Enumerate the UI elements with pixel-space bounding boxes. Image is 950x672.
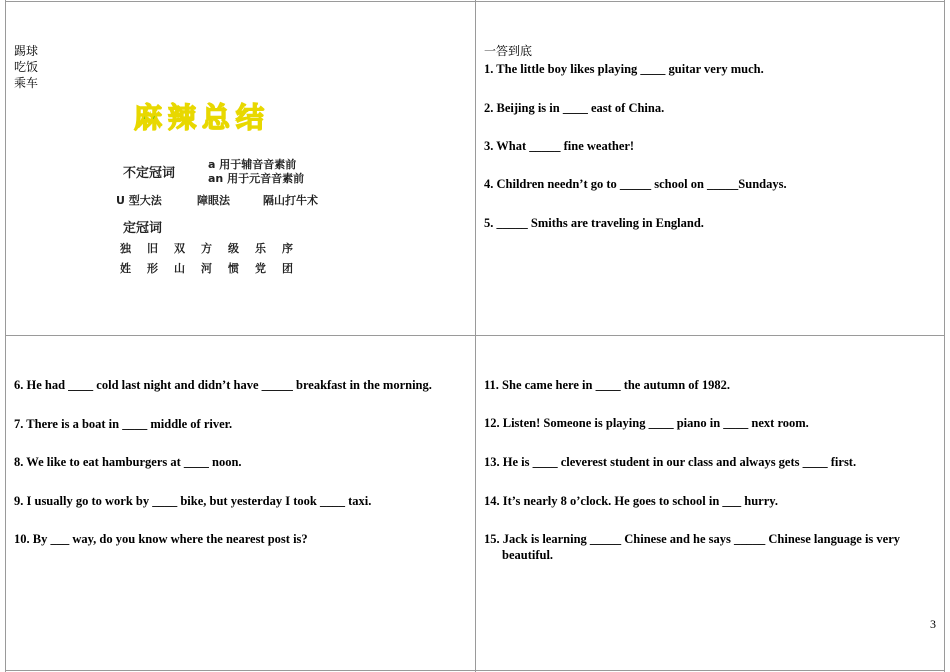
question-13: 13. He is ____ cleverest student in our class and always gets ____ first. bbox=[484, 455, 857, 469]
center-divider bbox=[475, 0, 476, 672]
row2-char: 形 bbox=[147, 262, 158, 275]
label-ti-qiu: 踢球 bbox=[14, 44, 39, 58]
method-u-shape: U 型大法 bbox=[116, 194, 162, 207]
question-14: 14. It’s nearly 8 o’clock. He goes to school in ___ hurry. bbox=[484, 494, 778, 508]
question-3: 3. What _____ fine weather! bbox=[484, 139, 635, 153]
row1-char: 乐 bbox=[255, 242, 266, 255]
row2-char: 团 bbox=[282, 262, 293, 275]
question-5: 5. _____ Smiths are traveling in England. bbox=[484, 216, 704, 230]
page-number: 3 bbox=[930, 617, 936, 631]
definite-row-2 bbox=[120, 260, 309, 276]
question-8: 8. We like to eat hamburgers at ____ noon. bbox=[14, 455, 242, 469]
row2-char: 姓 bbox=[120, 262, 131, 275]
row1-char: 双 bbox=[174, 242, 185, 255]
row2-char: 惯 bbox=[228, 262, 239, 275]
row1-char: 序 bbox=[282, 242, 293, 255]
rule-a: a 用于辅音音素前 bbox=[208, 158, 297, 171]
question-2: 2. Beijing is in ____ east of China. bbox=[484, 101, 665, 115]
question-7: 7. There is a boat in ____ middle of river. bbox=[14, 417, 233, 431]
question-6: 6. He had ____ cold last night and didn’t have _____ breakfast in the morning. bbox=[14, 378, 432, 392]
method-mountain: 隔山打牛术 bbox=[263, 194, 318, 207]
definite-row-1 bbox=[120, 240, 309, 256]
question-15: 15. Jack is learning _____ Chinese and he says _____ Chinese language is very beautiful. bbox=[484, 532, 901, 562]
method-blindfold: 障眼法 bbox=[197, 194, 230, 207]
rule-an: an 用于元音音素前 bbox=[208, 172, 305, 185]
row1-char: 方 bbox=[201, 242, 212, 255]
question-10: 10. By ___ way, do you know where the nearest post is? bbox=[14, 532, 308, 546]
label-cheng-che: 乘车 bbox=[14, 76, 39, 90]
question-1: 1. The little boy likes playing ____ guitar very much. bbox=[484, 62, 764, 76]
row1-char: 级 bbox=[228, 242, 239, 255]
row1-char: 旧 bbox=[147, 242, 158, 255]
row1-char: 独 bbox=[120, 242, 131, 255]
question-12: 12. Listen! Someone is playing ____ piano in ____ next room. bbox=[484, 416, 809, 430]
indefinite-article-label: 不定冠词 bbox=[123, 166, 176, 181]
right-border bbox=[944, 0, 945, 672]
question-11: 11. She came here in ____ the autumn of 1982. bbox=[484, 378, 730, 392]
section-heading: 一答到底 bbox=[484, 44, 533, 58]
label-chi-fan: 吃饭 bbox=[14, 60, 39, 74]
question-9: 9. I usually go to work by ____ bike, but yesterday I took ____ taxi. bbox=[14, 494, 372, 508]
row2-char: 山 bbox=[174, 262, 185, 275]
question-4: 4. Children needn’t go to _____ school on _____Sundays. bbox=[484, 177, 787, 191]
slide-title: 麻辣总结 bbox=[134, 101, 271, 134]
row2-char: 河 bbox=[201, 262, 212, 275]
left-border bbox=[5, 0, 6, 672]
row2-char: 党 bbox=[255, 262, 266, 275]
definite-article-label: 定冠词 bbox=[123, 221, 163, 236]
